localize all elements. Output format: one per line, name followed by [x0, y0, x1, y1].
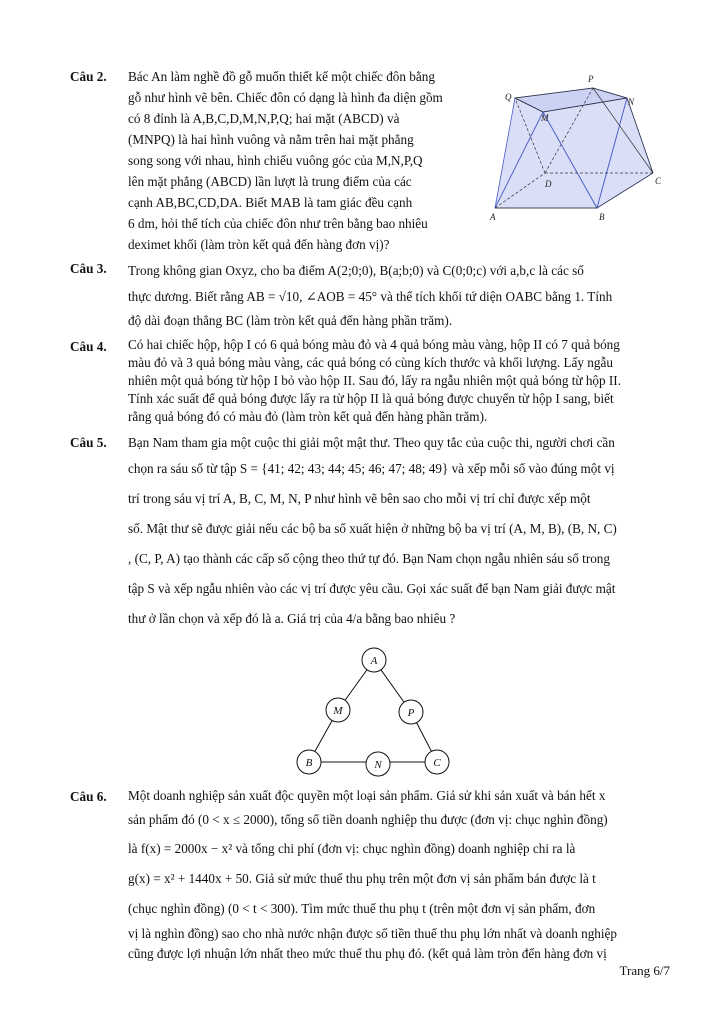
question-5	[70, 432, 673, 634]
vertex-label: M	[541, 113, 549, 123]
vertex-label: D	[545, 179, 552, 189]
text-line: Có hai chiếc hộp, hộp I có 6 quả bóng màu đỏ và 4 quả bóng màu vàng, hộp II có 7 quả bóng	[128, 337, 620, 352]
page-number: Trang 6/7	[619, 963, 670, 978]
node-label: A	[370, 655, 378, 667]
text-line: cạnh AB,BC,CD,DA. Biết MAB là tam giác đều cạnh	[128, 195, 413, 210]
vertex-label: B	[599, 212, 605, 222]
text-line: cũng được lợi nhuận lớn nhất theo mức thuế thu phụ đó. (kết quả làm tròn đến hàng đơn vị	[128, 946, 607, 961]
vertex-label: C	[655, 176, 662, 186]
text-line: nhiên một quả bóng từ hộp I bỏ vào hộp II. Sau đó, lấy ra ngẫu nhiên một quả bóng từ hộp II.	[128, 373, 621, 388]
text-line: (chục nghìn đồng) (0 < t < 300). Tìm mức thuế thu phụ t (trên một đơn vị sản phẩm, đơn	[128, 901, 596, 916]
question-label: Câu 2.	[70, 69, 107, 84]
text-line: vị là nghìn đồng) sao cho nhà nước nhận được số tiền thuế thu phụ lớn nhất và doanh nghiệp	[128, 926, 617, 941]
node-label: B	[305, 757, 313, 769]
question-text	[128, 258, 673, 331]
text-line: độ dài đoạn thẳng BC (làm tròn kết quả đến hàng phần trăm).	[128, 313, 453, 328]
text-line: Một doanh nghiệp sản xuất độc quyền một loại sản phẩm. Giả sử khi sản xuất và bán hết x	[128, 788, 606, 803]
node-label: P	[407, 707, 415, 719]
text-line: sản phẩm đó (0 < x ≤ 2000), tổng số tiền doanh nghiệp thu được (đơn vị: chục nghìn đồng)	[128, 812, 608, 827]
text-line: Bạn Nam tham gia một cuộc thi giải một mật thư. Theo quy tắc của cuộc thi, người chơi cần	[128, 435, 615, 450]
node-label: C	[433, 757, 441, 769]
text-line: số. Mật thư sẽ được giải nếu các bộ ba số xuất hiện ở những bộ ba vị trí (A, M, B), (B, N, C)	[128, 521, 617, 536]
vertex-label: Q	[505, 92, 512, 102]
text-line: tập S và xếp ngẫu nhiên vào các vị trí được yêu cầu. Gọi xác suất để bạn Nam giải được mật	[128, 581, 616, 596]
text-line: Bác An làm nghề đồ gỗ muốn thiết kế một chiếc đôn bằng	[128, 69, 435, 84]
question-label: Câu 5.	[70, 435, 107, 450]
text-line: thực dương. Biết rằng AB = √10, ∠AOB = 45° và thể tích khối tứ diện OABC bằng 1. Tính	[128, 289, 613, 304]
node-label: N	[374, 759, 382, 771]
text-line: Trong không gian Oxyz, cho ba điểm A(2;0;0), B(a;b;0) và C(0;0;c) với a,b,c là các số	[128, 263, 584, 278]
text-line: lên mặt phẳng (ABCD) lần lượt là trung điểm của các	[128, 174, 412, 189]
polyhedron-figure	[485, 70, 675, 230]
text-line: trí trong sáu vị trí A, B, C, M, N, P như hình vẽ bên sao cho mỗi vị trí chỉ được xếp một	[128, 491, 591, 506]
question-text	[128, 66, 473, 255]
question-6	[70, 786, 673, 964]
text-line: 6 dm, hỏi thể tích của chiếc đôn như trên bằng bao nhiêu	[128, 216, 428, 231]
question-label: Câu 6.	[70, 789, 107, 804]
vertex-label: A	[490, 212, 496, 222]
text-line: , (C, P, A) tạo thành các cấp số cộng theo thứ tự đó. Bạn Nam chọn ngẫu nhiên sáu số trong	[128, 551, 610, 566]
question-text	[128, 336, 673, 426]
text-line: có 8 đỉnh là A,B,C,D,M,N,P,Q; hai mặt (ABCD) và	[128, 111, 400, 126]
question-text	[128, 432, 673, 634]
node-label: M	[333, 705, 343, 717]
text-line: g(x) = x² + 1440x + 50. Giả sử mức thuế thu phụ trên một đơn vị sản phẩm bán được là t	[128, 871, 596, 886]
triangle-positions-figure	[285, 642, 465, 784]
text-line: song song với nhau, hình chiếu vuông góc của M,N,P,Q	[128, 153, 423, 168]
question-4	[70, 336, 673, 426]
vertex-label: P	[588, 74, 594, 84]
question-3	[70, 258, 673, 331]
text-line: chọn ra sáu số từ tập S = {41; 42; 43; 44; 45; 46; 47; 48; 49} và xếp mỗi số vào đúng một vị	[128, 461, 615, 476]
text-line: thư ở lần chọn và xếp đó là a. Giá trị của 4/a bằng bao nhiêu ?	[128, 611, 456, 626]
text-line: gỗ như hình vẽ bên. Chiếc đôn có dạng là hình đa diện gồm	[128, 90, 443, 105]
text-line: deximet khối (làm tròn kết quả đến hàng đơn vị)?	[128, 237, 390, 252]
question-text	[128, 786, 673, 964]
question-label: Câu 3.	[70, 261, 107, 276]
text-line: màu đỏ và 3 quả bóng màu vàng, các quả bóng có cùng kích thước và khối lượng. Lấy ngẫu	[128, 355, 613, 370]
text-line: là f(x) = 2000x − x² và tổng chi phí (đơn vị: chục nghìn đồng) doanh nghiệp chi ra là	[128, 841, 576, 856]
question-label: Câu 4.	[70, 339, 107, 354]
text-line: (MNPQ) là hai hình vuông và nằm trên hai mặt phẳng	[128, 132, 414, 147]
vertex-label: N	[628, 97, 635, 107]
text-line: Tính xác suất để quả bóng được lấy ra từ hộp II là quả bóng được chuyển từ hộp I sang, biết	[128, 391, 614, 406]
text-line: rằng quả bóng đó có màu đỏ (làm tròn kết quả đến hàng phần trăm).	[128, 409, 488, 424]
